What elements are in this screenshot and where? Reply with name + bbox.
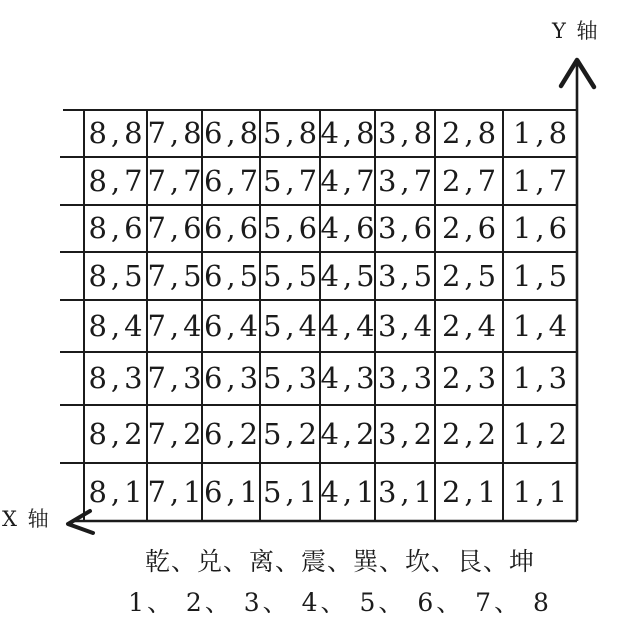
grid-cell-3-3: 3,3 (377, 361, 437, 395)
grid-cell-4-2: 4,2 (320, 416, 379, 451)
grid-cell-2-1: 2,1 (441, 474, 501, 509)
grid-cell-7-1: 7,1 (147, 474, 206, 509)
grid-cell-8-8: 8,8 (88, 116, 147, 150)
grid-cell-2-2: 2,2 (441, 416, 501, 451)
grid-cell-6-2: 6,2 (203, 416, 263, 451)
grid-cell-5-7: 5,7 (262, 163, 322, 198)
grid-cell-6-7: 6,7 (203, 163, 263, 198)
grid-cell-3-5: 3,5 (377, 258, 437, 293)
grid-cell-2-8: 2,8 (441, 116, 501, 150)
grid-cell-4-6: 4,6 (320, 211, 379, 245)
grid-cell-4-3: 4,3 (320, 361, 379, 395)
grid-cell-2-5: 2,5 (441, 258, 501, 293)
grid-cell-2-4: 2,4 (441, 308, 501, 343)
x-axis-label: X 轴 (2, 507, 51, 531)
grid-cell-6-1: 6,1 (203, 474, 263, 509)
grid-cell-6-6: 6,6 (203, 211, 263, 245)
grid-cell-3-6: 3,6 (377, 211, 437, 245)
grid-cell-1-5: 1,5 (512, 258, 572, 293)
grid-cell-3-8: 3,8 (377, 116, 437, 150)
grid-cell-7-3: 7,3 (147, 361, 206, 395)
grid-cell-6-3: 6,3 (203, 361, 263, 395)
grid-cell-1-7: 1,7 (512, 163, 572, 198)
grid-cell-4-4: 4,4 (320, 308, 379, 343)
grid-cell-3-7: 3,7 (377, 163, 437, 198)
grid-cell-3-4: 3,4 (377, 308, 437, 343)
grid-cell-5-5: 5,5 (262, 258, 322, 293)
grid-cell-3-2: 3,2 (377, 416, 437, 451)
grid-cell-8-2: 8,2 (88, 416, 147, 451)
grid-cell-7-5: 7,5 (147, 258, 206, 293)
grid-cell-5-1: 5,1 (262, 474, 322, 509)
grid-cell-8-5: 8,5 (88, 258, 147, 293)
grid-cell-3-1: 3,1 (377, 474, 437, 509)
grid-cell-4-5: 4,5 (320, 258, 379, 293)
grid-cell-2-3: 2,3 (441, 361, 501, 395)
trigram-labels: 乾、兑、离、震、巽、坎、艮、坤 (144, 547, 535, 576)
grid-cell-1-8: 1,8 (512, 116, 572, 150)
grid-cell-6-4: 6,4 (203, 308, 263, 343)
grid-cell-8-1: 8,1 (88, 474, 147, 509)
grid-cell-1-2: 1,2 (512, 416, 572, 451)
grid-cell-5-6: 5,6 (262, 211, 322, 245)
grid-cell-1-3: 1,3 (512, 361, 572, 395)
grid-cell-5-8: 5,8 (262, 116, 322, 150)
grid-cell-5-3: 5,3 (262, 361, 322, 395)
grid-cell-7-4: 7,4 (147, 308, 206, 343)
grid-cell-7-7: 7,7 (147, 163, 206, 198)
grid-cell-6-8: 6,8 (203, 116, 263, 150)
grid-cell-7-6: 7,6 (147, 211, 206, 245)
y-axis-label: Y 轴 (552, 19, 600, 43)
grid-cell-8-4: 8,4 (88, 308, 147, 343)
grid-cell-6-5: 6,5 (203, 258, 263, 293)
grid-cell-2-6: 2,6 (441, 211, 501, 245)
grid-cell-5-4: 5,4 (262, 308, 322, 343)
grid-cell-8-3: 8,3 (88, 361, 147, 395)
grid-cell-7-8: 7,8 (147, 116, 206, 150)
grid-cell-1-4: 1,4 (512, 308, 572, 343)
column-number-labels: 1、 2、 3、 4、 5、 6、 7、 8 (128, 588, 552, 617)
grid-cell-7-2: 7,2 (147, 416, 206, 451)
grid-cell-8-6: 8,6 (88, 211, 147, 245)
grid-cell-4-7: 4,7 (320, 163, 379, 198)
grid-cell-2-7: 2,7 (441, 163, 501, 198)
grid-cell-5-2: 5,2 (262, 416, 322, 451)
grid-cell-4-8: 4,8 (320, 116, 379, 150)
grid-cell-1-1: 1,1 (512, 474, 572, 509)
coordinate-grid (84, 110, 577, 521)
grid-cell-8-7: 8,7 (88, 163, 147, 198)
grid-cell-4-1: 4,1 (320, 474, 379, 509)
grid-cell-1-6: 1,6 (512, 211, 572, 245)
